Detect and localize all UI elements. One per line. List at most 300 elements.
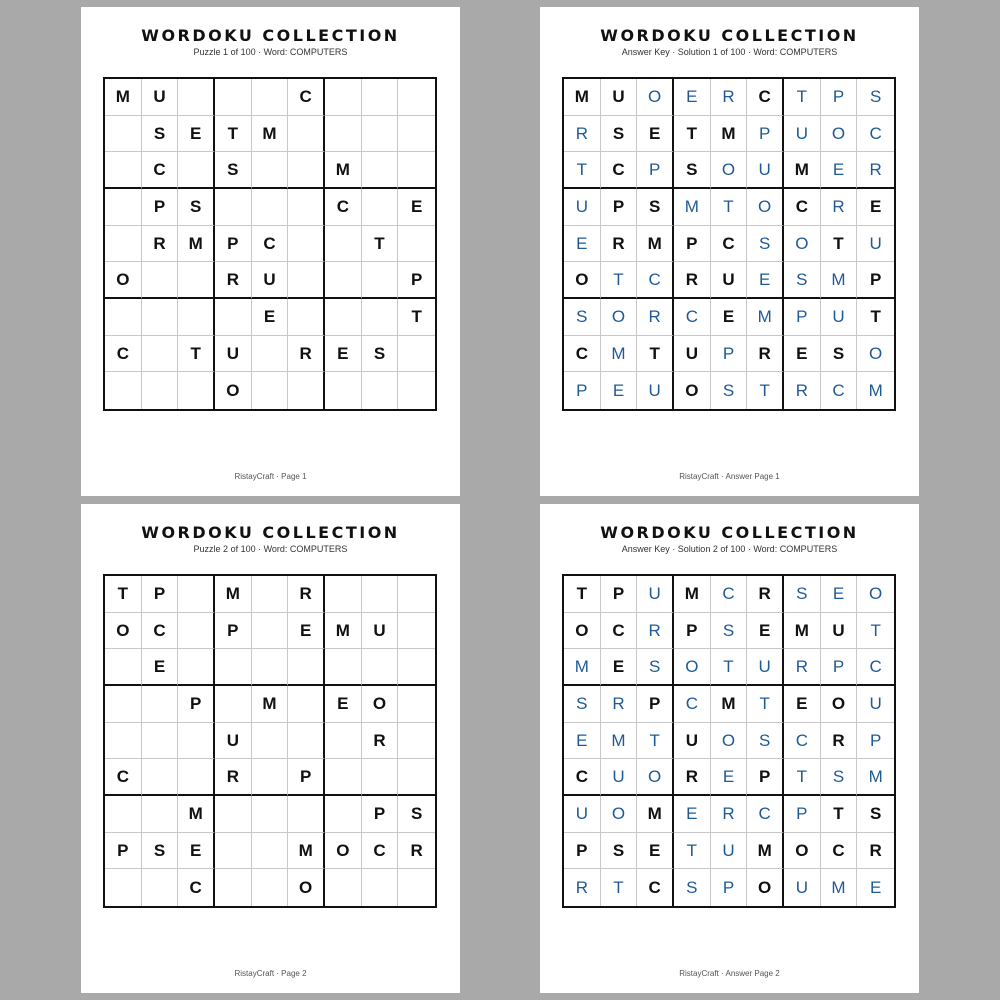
grid-cell: R <box>362 723 399 760</box>
grid-cell <box>252 869 289 906</box>
grid-cell: M <box>564 79 601 116</box>
grid-cell: P <box>178 686 215 723</box>
grid-cell: R <box>674 262 711 299</box>
grid-cell: E <box>821 576 858 613</box>
grid-cell: R <box>564 869 601 906</box>
grid-cell: P <box>821 649 858 686</box>
grid-cell <box>362 262 399 299</box>
grid-cell <box>288 649 325 686</box>
grid-cell: U <box>142 79 179 116</box>
grid-cell: O <box>784 226 821 263</box>
grid-cell <box>398 576 435 613</box>
grid-cell: C <box>601 613 638 650</box>
grid-cell: C <box>325 189 362 226</box>
grid-cell: P <box>142 189 179 226</box>
grid-cell: U <box>674 336 711 373</box>
grid-cell <box>105 723 142 760</box>
grid-cell: E <box>821 152 858 189</box>
grid-cell: E <box>637 833 674 870</box>
page-footer: RistayCraft · Page 2 <box>234 969 307 978</box>
grid-cell: U <box>215 723 252 760</box>
grid-cell: R <box>857 152 894 189</box>
grid-cell: E <box>784 686 821 723</box>
grid-cell: M <box>784 152 821 189</box>
grid-cell <box>215 686 252 723</box>
page-subtitle: Answer Key · Solution 1 of 100 · Word: COMPUTERS <box>621 47 838 57</box>
grid-cell: C <box>601 152 638 189</box>
grid-cell: S <box>784 576 821 613</box>
grid-cell: O <box>821 686 858 723</box>
grid-cell: C <box>564 759 601 796</box>
grid-cell: M <box>178 796 215 833</box>
grid-cell: E <box>178 833 215 870</box>
grid-cell <box>398 759 435 796</box>
grid-cell: T <box>711 649 748 686</box>
grid-cell <box>178 262 215 299</box>
grid-cell <box>215 796 252 833</box>
grid-cell: S <box>637 649 674 686</box>
sudoku-grid <box>103 574 437 908</box>
grid-cell <box>105 152 142 189</box>
grid-cell: T <box>674 116 711 153</box>
grid-cell <box>288 262 325 299</box>
grid-cell: R <box>857 833 894 870</box>
grid-cell: T <box>821 796 858 833</box>
grid-cell: E <box>325 336 362 373</box>
grid-cell: M <box>747 299 784 336</box>
page-footer: RistayCraft · Page 1 <box>234 472 307 481</box>
grid-cell: R <box>215 262 252 299</box>
grid-cell: T <box>821 226 858 263</box>
grid-cell: E <box>637 116 674 153</box>
grid-cell: M <box>215 576 252 613</box>
grid-cell: M <box>868 381 883 401</box>
grid-cell <box>142 759 179 796</box>
grid-cell: T <box>398 299 435 336</box>
grid-cell: S <box>821 336 858 373</box>
grid-cell <box>398 372 435 409</box>
grid-cell: E <box>747 262 784 299</box>
grid-cell: S <box>711 372 748 409</box>
grid-cell <box>398 152 435 189</box>
grid-cell: P <box>215 613 252 650</box>
grid-cell: M <box>821 869 858 906</box>
grid-cell: P <box>105 833 142 870</box>
grid-cell: E <box>869 878 882 898</box>
grid-cell: P <box>601 189 638 226</box>
grid-cell: O <box>564 613 601 650</box>
grid-cell: C <box>105 336 142 373</box>
grid-cell: O <box>362 686 399 723</box>
grid-cell <box>398 869 435 906</box>
grid-cell: U <box>564 796 601 833</box>
grid-cell <box>362 576 399 613</box>
grid-cell: R <box>215 759 252 796</box>
grid-cell: U <box>821 613 858 650</box>
grid-cell: O <box>601 796 638 833</box>
grid-cell <box>105 649 142 686</box>
grid-cell: M <box>711 686 748 723</box>
grid-cell <box>398 649 435 686</box>
grid-cell <box>252 372 289 409</box>
sudoku-grid <box>562 77 896 411</box>
grid-cell: P <box>784 796 821 833</box>
grid-cell: E <box>601 649 638 686</box>
grid-cell: U <box>637 372 674 409</box>
grid-cell <box>252 576 289 613</box>
grid-cell <box>288 152 325 189</box>
page-subtitle: Answer Key · Solution 2 of 100 · Word: COMPUTERS <box>621 544 838 554</box>
grid-cell: O <box>857 336 894 373</box>
grid-cell: C <box>821 372 858 409</box>
grid-cell: O <box>288 869 325 906</box>
page-title: WORDOKU COLLECTION <box>600 26 859 45</box>
grid-cell: U <box>857 226 894 263</box>
grid-cell: P <box>747 116 784 153</box>
grid-cell: C <box>637 869 674 906</box>
grid-cell: U <box>215 336 252 373</box>
grid-cell <box>142 372 179 409</box>
grid-cell: S <box>637 189 674 226</box>
grid-cell: M <box>325 613 362 650</box>
grid-cell <box>398 226 435 263</box>
grid-cell: R <box>142 226 179 263</box>
grid-cell <box>142 796 179 833</box>
grid-cell: E <box>288 613 325 650</box>
grid-cell: U <box>564 189 601 226</box>
grid-cell: T <box>674 833 711 870</box>
grid-cell: R <box>747 336 784 373</box>
grid-cell: R <box>821 723 858 760</box>
grid-cell <box>362 372 399 409</box>
grid-cell: E <box>857 189 894 226</box>
grid-cell: O <box>637 759 674 796</box>
grid-cell <box>325 79 362 116</box>
grid-cell: P <box>857 262 894 299</box>
grid-cell: P <box>821 79 858 116</box>
grid-cell: T <box>601 262 638 299</box>
page-subtitle: Puzzle 2 of 100 · Word: COMPUTERS <box>193 544 348 554</box>
grid-cell: M <box>637 796 674 833</box>
grid-cell <box>215 189 252 226</box>
grid-cell <box>362 116 399 153</box>
grid-cell <box>252 833 289 870</box>
grid-cell: S <box>674 869 711 906</box>
grid-cell <box>325 372 362 409</box>
grid-cell <box>142 869 179 906</box>
grid-cell: O <box>601 299 638 336</box>
grid-cell: E <box>178 116 215 153</box>
grid-cell: U <box>252 262 289 299</box>
grid-cell <box>178 613 215 650</box>
sudoku-grid <box>562 574 896 908</box>
grid-cell: C <box>711 576 748 613</box>
grid-cell: C <box>674 299 711 336</box>
grid-cell: S <box>747 226 784 263</box>
grid-cell: S <box>564 686 601 723</box>
grid-cell: U <box>711 262 748 299</box>
grid-cell <box>362 649 399 686</box>
grid-cell <box>178 576 215 613</box>
puzzle-page-1 <box>81 7 460 496</box>
grid-cell: S <box>601 116 638 153</box>
grid-cell: M <box>711 116 748 153</box>
grid-cell: P <box>601 576 638 613</box>
grid-cell: C <box>857 116 894 153</box>
puzzle-page-2 <box>81 504 460 993</box>
grid-cell <box>398 723 435 760</box>
grid-cell: U <box>637 576 674 613</box>
grid-cell: M <box>325 152 362 189</box>
grid-cell <box>362 189 399 226</box>
grid-cell: O <box>637 79 674 116</box>
grid-cell: P <box>674 613 711 650</box>
grid-cell <box>325 262 362 299</box>
page-title: WORDOKU COLLECTION <box>600 523 859 542</box>
grid-cell <box>142 262 179 299</box>
grid-cell: R <box>821 189 858 226</box>
grid-cell <box>252 79 289 116</box>
grid-cell: S <box>215 152 252 189</box>
grid-cell <box>288 226 325 263</box>
grid-cell <box>288 796 325 833</box>
grid-cell: C <box>178 869 215 906</box>
grid-cell: U <box>857 686 894 723</box>
grid-cell <box>288 299 325 336</box>
grid-cell: M <box>105 79 142 116</box>
grid-cell <box>398 336 435 373</box>
grid-cell: P <box>215 226 252 263</box>
grid-cell <box>252 796 289 833</box>
grid-cell: T <box>857 613 894 650</box>
grid-cell: C <box>784 189 821 226</box>
grid-cell: S <box>784 262 821 299</box>
grid-cell: P <box>564 833 601 870</box>
grid-cell: E <box>564 723 601 760</box>
grid-cell: R <box>674 759 711 796</box>
grid-cell: M <box>564 649 601 686</box>
grid-cell: P <box>711 869 748 906</box>
grid-cell: C <box>105 759 142 796</box>
grid-cell <box>178 299 215 336</box>
grid-cell: E <box>142 649 179 686</box>
page-footer: RistayCraft · Answer Page 2 <box>679 969 780 978</box>
grid-cell: R <box>711 79 748 116</box>
answer-page-1 <box>540 7 919 496</box>
grid-cell <box>178 649 215 686</box>
grid-cell: O <box>711 723 748 760</box>
grid-cell <box>105 372 142 409</box>
grid-cell: P <box>747 759 784 796</box>
grid-cell: R <box>288 576 325 613</box>
grid-cell: C <box>142 152 179 189</box>
grid-cell: S <box>857 796 894 833</box>
grid-cell <box>178 723 215 760</box>
grid-cell: C <box>821 833 858 870</box>
grid-cell: O <box>711 152 748 189</box>
grid-cell <box>362 299 399 336</box>
grid-cell <box>362 152 399 189</box>
page-footer: RistayCraft · Answer Page 1 <box>679 472 780 481</box>
grid-cell: C <box>747 796 784 833</box>
grid-cell: M <box>252 686 289 723</box>
grid-cell <box>398 116 435 153</box>
grid-cell: T <box>637 336 674 373</box>
grid-cell: S <box>711 613 748 650</box>
grid-cell <box>178 372 215 409</box>
grid-cell: S <box>564 299 601 336</box>
grid-cell <box>325 299 362 336</box>
grid-cell <box>252 189 289 226</box>
grid-cell: C <box>252 226 289 263</box>
grid-cell <box>142 299 179 336</box>
grid-cell: S <box>601 833 638 870</box>
grid-cell: P <box>674 226 711 263</box>
grid-cell: C <box>857 649 894 686</box>
grid-cell <box>142 723 179 760</box>
grid-cell <box>252 649 289 686</box>
grid-cell: U <box>711 833 748 870</box>
grid-cell <box>398 79 435 116</box>
grid-cell: O <box>105 613 142 650</box>
grid-cell <box>288 723 325 760</box>
grid-cell <box>252 152 289 189</box>
grid-cell <box>252 759 289 796</box>
grid-cell: M <box>601 336 638 373</box>
grid-cell: C <box>142 613 179 650</box>
grid-cell: S <box>142 833 179 870</box>
grid-cell: S <box>142 116 179 153</box>
grid-cell: S <box>747 723 784 760</box>
grid-cell: U <box>362 613 399 650</box>
grid-cell <box>215 79 252 116</box>
grid-cell: M <box>674 189 711 226</box>
grid-cell: S <box>857 79 894 116</box>
grid-cell <box>178 79 215 116</box>
grid-cell: E <box>398 189 435 226</box>
grid-cell: M <box>637 226 674 263</box>
grid-cell: C <box>784 723 821 760</box>
grid-cell <box>325 649 362 686</box>
grid-cell: U <box>674 723 711 760</box>
grid-cell: P <box>564 372 601 409</box>
grid-cell: M <box>178 226 215 263</box>
grid-cell: C <box>288 79 325 116</box>
grid-cell: E <box>711 759 748 796</box>
grid-cell: T <box>784 759 821 796</box>
grid-cell: O <box>674 649 711 686</box>
answer-page-2 <box>540 504 919 993</box>
grid-cell: R <box>747 576 784 613</box>
grid-cell: R <box>601 226 638 263</box>
grid-cell: R <box>711 796 748 833</box>
page-subtitle: Puzzle 1 of 100 · Word: COMPUTERS <box>193 47 348 57</box>
grid-cell: P <box>637 152 674 189</box>
grid-cell: R <box>601 686 638 723</box>
grid-cell <box>215 869 252 906</box>
grid-cell <box>252 336 289 373</box>
grid-cell <box>142 336 179 373</box>
grid-cell <box>252 723 289 760</box>
grid-cell: R <box>398 833 435 870</box>
grid-cell: T <box>857 299 894 336</box>
grid-cell: E <box>601 372 638 409</box>
grid-cell: M <box>747 833 784 870</box>
grid-cell: P <box>288 759 325 796</box>
grid-cell: S <box>821 759 858 796</box>
grid-cell: O <box>821 116 858 153</box>
grid-cell: T <box>637 723 674 760</box>
grid-cell: P <box>362 796 399 833</box>
grid-cell <box>362 759 399 796</box>
grid-cell: P <box>142 576 179 613</box>
grid-cell: M <box>601 723 638 760</box>
grid-cell: U <box>784 869 821 906</box>
grid-cell: T <box>784 79 821 116</box>
grid-cell <box>325 576 362 613</box>
grid-cell: T <box>601 869 638 906</box>
grid-cell: M <box>252 116 289 153</box>
grid-cell: M <box>857 759 894 796</box>
grid-cell: S <box>674 152 711 189</box>
grid-cell: O <box>747 869 784 906</box>
grid-cell <box>288 189 325 226</box>
grid-cell <box>362 869 399 906</box>
grid-cell: E <box>784 336 821 373</box>
grid-cell: S <box>178 189 215 226</box>
grid-cell: C <box>711 226 748 263</box>
grid-cell: T <box>178 336 215 373</box>
grid-cell: E <box>674 796 711 833</box>
grid-cell: C <box>362 833 399 870</box>
grid-cell <box>105 686 142 723</box>
grid-cell: P <box>398 262 435 299</box>
grid-cell: U <box>601 759 638 796</box>
grid-cell: U <box>784 116 821 153</box>
grid-cell <box>398 686 435 723</box>
grid-cell: E <box>747 613 784 650</box>
grid-cell <box>215 649 252 686</box>
grid-cell: E <box>711 299 748 336</box>
grid-cell: R <box>637 299 674 336</box>
grid-cell <box>362 79 399 116</box>
grid-cell: T <box>215 116 252 153</box>
grid-cell: U <box>747 152 784 189</box>
grid-cell: P <box>711 336 748 373</box>
grid-cell: O <box>747 189 784 226</box>
grid-cell: T <box>564 576 601 613</box>
grid-cell <box>105 189 142 226</box>
grid-cell: O <box>784 833 821 870</box>
grid-cell: T <box>711 189 748 226</box>
grid-cell: T <box>362 226 399 263</box>
grid-cell: P <box>857 723 894 760</box>
grid-cell: S <box>362 336 399 373</box>
grid-cell <box>215 299 252 336</box>
sudoku-grid <box>103 77 437 411</box>
grid-cell <box>325 869 362 906</box>
grid-cell <box>325 796 362 833</box>
grid-cell <box>105 796 142 833</box>
grid-cell: T <box>747 686 784 723</box>
grid-cell: U <box>601 79 638 116</box>
grid-cell <box>178 759 215 796</box>
grid-cell: T <box>105 576 142 613</box>
grid-cell: P <box>784 299 821 336</box>
grid-cell: M <box>784 613 821 650</box>
grid-cell: T <box>564 152 601 189</box>
grid-cell: O <box>325 833 362 870</box>
